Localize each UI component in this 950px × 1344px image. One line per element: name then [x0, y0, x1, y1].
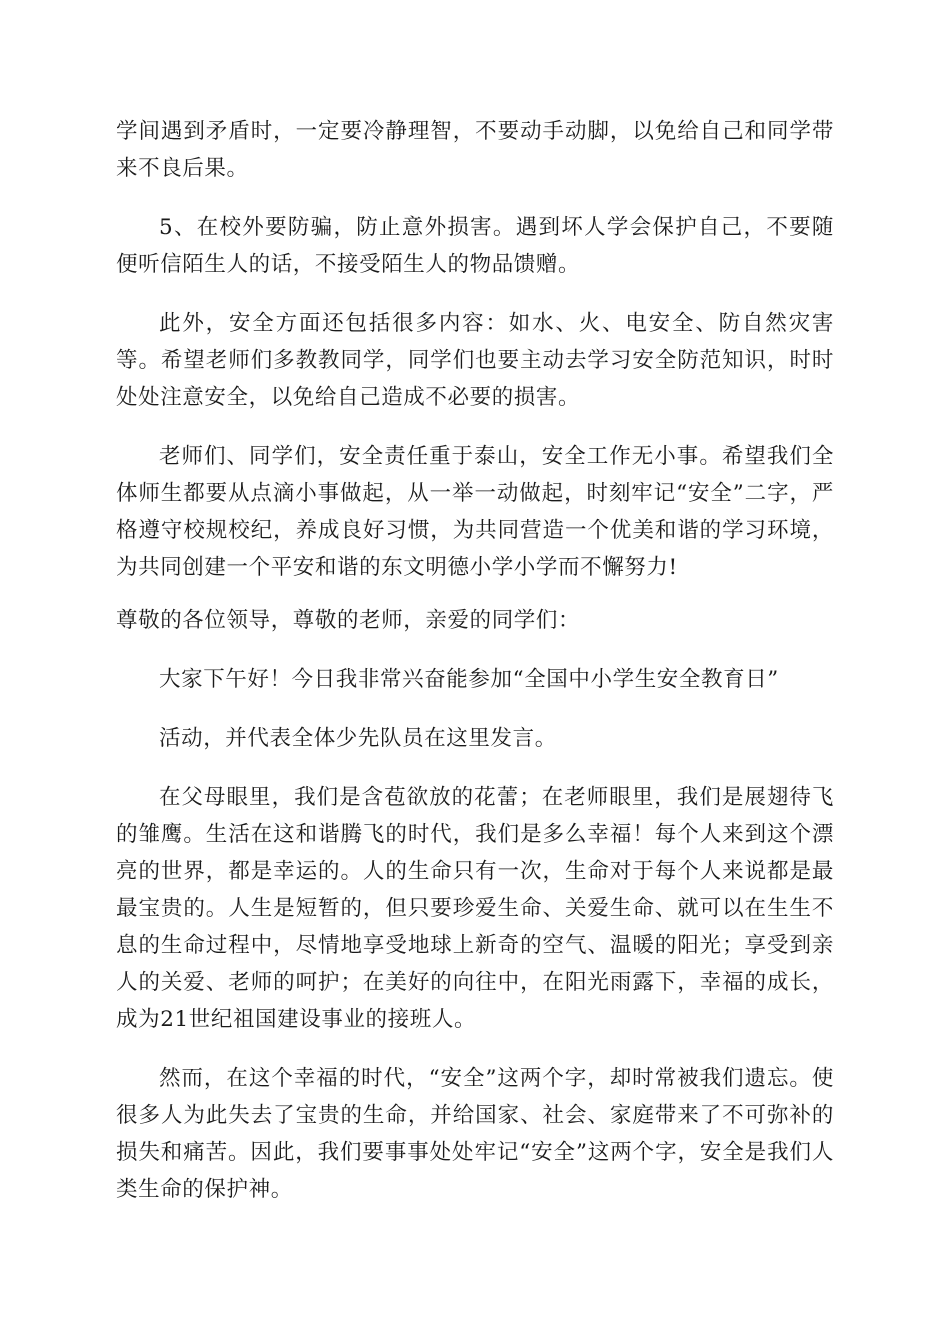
- paragraph-8: 在父母眼里，我们是含苞欲放的花蕾；在老师眼里，我们是展翅待飞的雏鹰。生活在这和谐腾飞的时代，我们是多么幸福！每个人来到这个漂亮的世界，都是幸运的。人的生命只有一次，生命对于每个人来说都是最最宝贵的。人生是短暂的，但只要珍爱生命、关爱生命、就可以在生生不息的生命过程中，尽情地享受地球上新奇的空气、温暖的阳光；享受到亲人的关爱、老师的呵护；在美好的向往中，在阳光雨露下，幸福的成长，成为21世纪祖国建设事业的接班人。: [116, 785, 834, 1032]
- paragraph-2: 5、在校外要防骗，防止意外损害。遇到坏人学会保护自己，不要随便听信陌生人的话，不接受陌生人的物品馈赠。: [116, 215, 834, 277]
- paragraph-9: 然而，在这个幸福的时代，“安全”这两个字，却时常被我们遗忘。使很多人为此失去了宝贵的生命，并给国家、社会、家庭带来了不可弥补的损失和痛苦。因此，我们要事事处处牢记“安全”这两个字，安全是我们人类生命的保护神。: [116, 1066, 834, 1202]
- paragraph-1: 学间遇到矛盾时，一定要冷静理智，不要动手动脚，以免给自己和同学带来不良后果。: [116, 119, 834, 181]
- paragraph-3: 此外，安全方面还包括很多内容：如水、火、电安全、防自然灾害等。希望老师们多教教同学，同学们也要主动去学习安全防范知识，时时处处注意安全，以免给自己造成不必要的损害。: [116, 311, 834, 410]
- paragraph-6: 大家下午好！今日我非常兴奋能参加“全国中小学生安全教育日”: [159, 667, 779, 692]
- paragraph-4: 老师们、同学们，安全责任重于泰山，安全工作无小事。希望我们全体师生都要从点滴小事做起，从一举一动做起，时刻牢记“安全”二字，严格遵守校规校纪，养成良好习惯，为共同营造一个优美和谐的学习环境，为共同创建一个平安和谐的东文明德小学小学而不懈努力!: [116, 444, 834, 580]
- paragraph-7: 活动，并代表全体少先队员在这里发言。: [159, 726, 557, 751]
- document-body: [116, 113, 834, 1230]
- paragraph-5: 尊敬的各位领导，尊敬的老师，亲爱的同学们：: [116, 608, 581, 633]
